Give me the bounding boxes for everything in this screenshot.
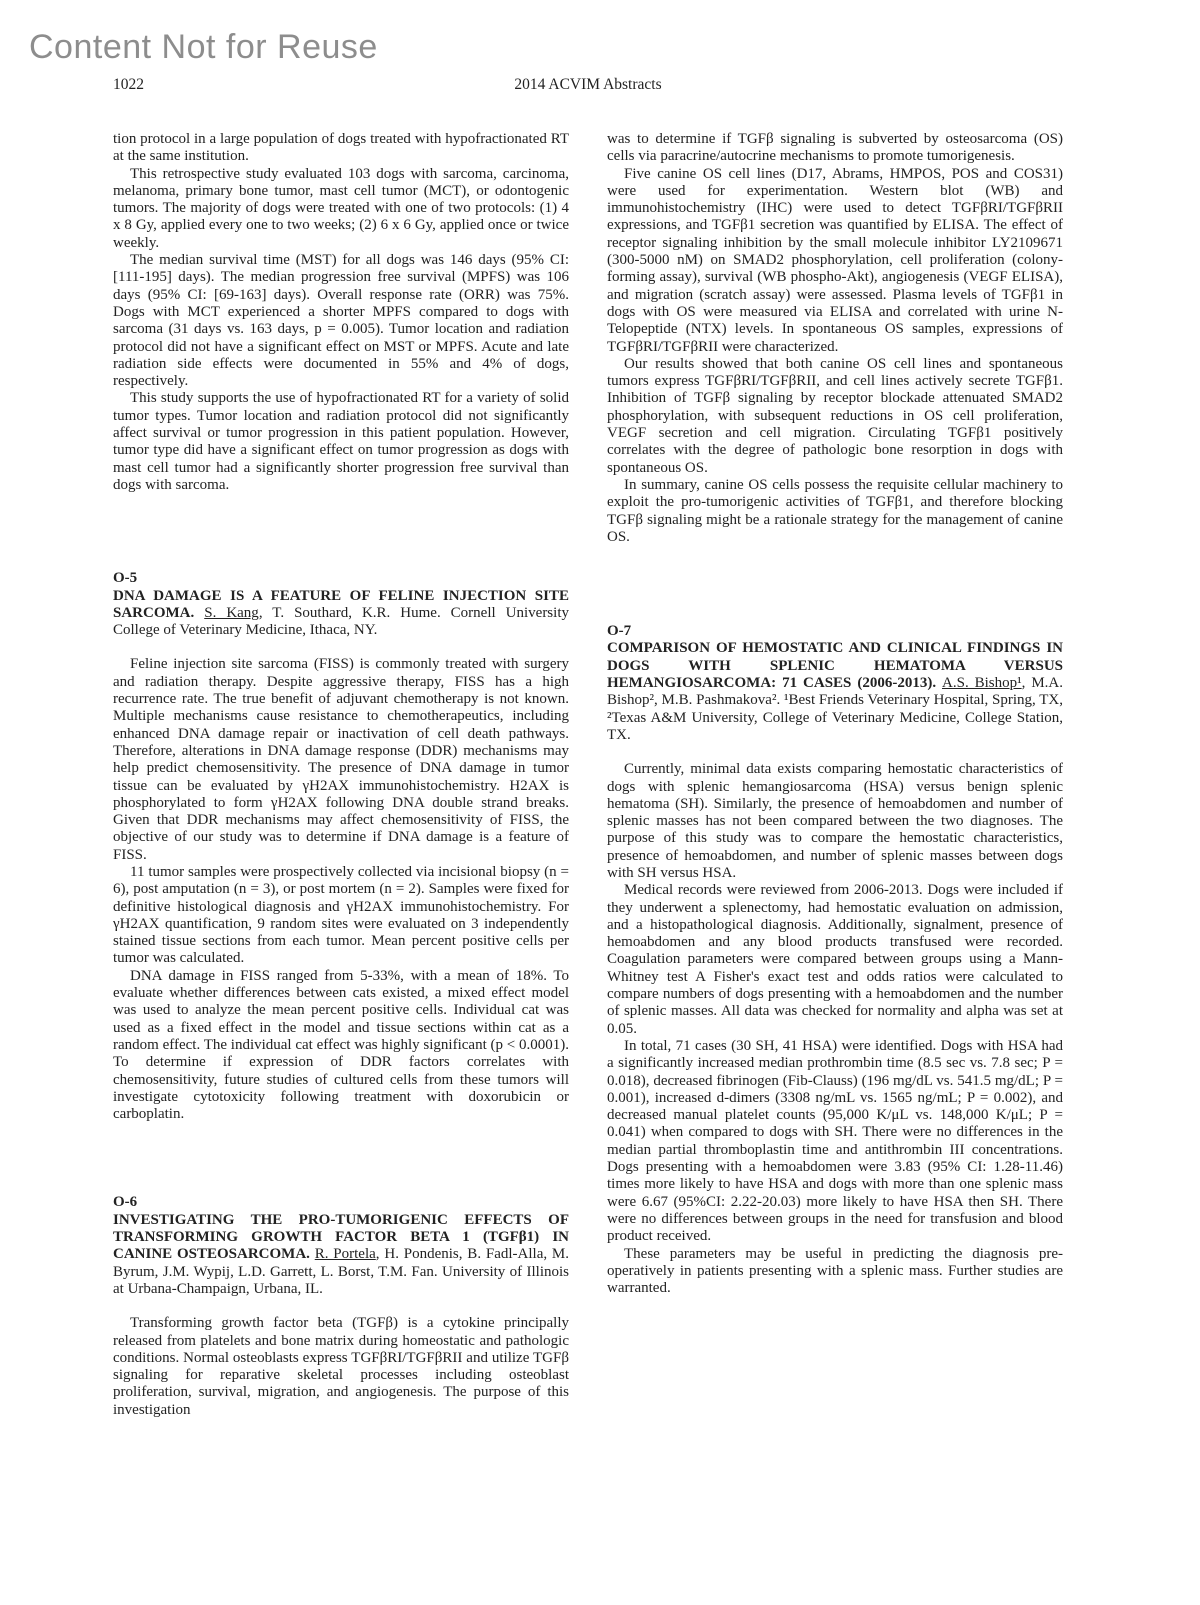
abstract-o5 <box>113 570 569 1123</box>
abstract-heading <box>113 588 569 640</box>
paragraph: Five canine OS cell lines (D17, Abrams, HMPOS, POS and COS31) were used for experimentation. Western blot (WB) and immunohistochemistry (IHC) were used to detect TGFβRI/TGFβRII expressions, and TGFβ1 secretion was quantified by ELISA. The effect of receptor signaling inhibition by the small molecule inhibitor LY2109671 (300-5000 nM) on SMAD2 phosphorylation, cell proliferation (colony-forming assay), survival (WB phospho-Akt), angiogenesis (VEGF ELISA), and migration (scratch assay) were assessed. Plasma levels of TGFβ1 in dogs with OS were measured via ELISA and correlated with urine N-Telopeptide (NTX) levels. In spontaneous OS samples, expressions of TGFβRI/TGFβRII were characterized. <box>607 165 1063 355</box>
left-column <box>113 131 569 1419</box>
abstract-heading <box>607 640 1063 744</box>
page-number: 1022 <box>113 76 144 93</box>
running-title: 2014 ACVIM Abstracts <box>514 76 662 93</box>
abstract-o6 <box>113 1194 569 1419</box>
paragraph: DNA damage in FISS ranged from 5-33%, with a mean of 18%. To evaluate whether differences between cats existed, a mixed effect model was used to analyze the mean percent positive cells. Individual cat was used as a fixed effect in the model and tissue sections within cat as a random effect. The individual cat effect was highly significant (p < 0.0001). To determine if expression of DDR factors correlates with chemosensitivity, future studies of cultured cells from these tumors will investigate cytotoxicity following treatment with doxorubicin or carboplatin. <box>113 967 569 1123</box>
paragraph: 11 tumor samples were prospectively collected via incisional biopsy (n = 6), post amputation (n = 3), or post mortem (n = 2). Samples were fixed for definitive histological diagnosis and γH2AX immunohistochemistry. For γH2AX quantification, 9 random sites were evaluated on 3 independently stained tissue sections from each tumor. Mean percent positive cells per tumor was calculated. <box>113 863 569 967</box>
paragraph: Transforming growth factor beta (TGFβ) is a cytokine principally released from platelets and bone matrix during homeostatic and pathologic conditions. Normal osteoblasts express TGFβRI/TGFβRII and utilize TGFβ signaling for reparative skeletal processes including osteoblast proliferation, survival, migration, and angiogenesis. The purpose of this investigation <box>113 1315 569 1418</box>
abstract-o7 <box>607 623 1063 1297</box>
abstract-code: O-7 <box>607 623 632 640</box>
paragraph: was to determine if TGFβ signaling is subverted by osteosarcoma (OS) cells via paracrine/autocrine mechanisms to promote tumorigenesis. <box>607 131 1063 165</box>
abstract-body <box>113 656 569 1123</box>
paragraph: The median survival time (MST) for all dogs was 146 days (95% CI: [111-195] days). The median progression free survival (MPFS) was 106 days (95% CI: [69-163] days). Overall response rate (ORR) was 75%. Dogs with MCT experienced a shorter MPFS compared to dogs with sarcoma (31 days vs. 163 days, p = 0.005). Tumor location and radiation protocol did not have a significant effect on MST or MPFS. Acute and late radiation side effects were documented in 55% and 4% of dogs, respectively. <box>113 252 569 390</box>
abstract-heading <box>113 1212 569 1298</box>
two-column-body <box>113 131 1063 1419</box>
paragraph: This retrospective study evaluated 103 dogs with sarcoma, carcinoma, melanoma, primary bone tumor, mast cell tumor (MCT), or odontogenic tumors. The majority of dogs were treated with one of two protocols: (1) 4 x 8 Gy, applied every one to two weeks; (2) 6 x 6 Gy, applied once or twice weekly. <box>113 165 569 251</box>
abstract-o6-continuation <box>607 131 1063 546</box>
abstract-body <box>113 1315 569 1419</box>
presenting-author: A.S. Bishop¹ <box>942 675 1022 692</box>
paragraph: Our results showed that both canine OS cell lines and spontaneous tumors express TGFβRI/TGFβRII, and cell lines actively secrete TGFβ1. Inhibition of TGFβ signaling by receptor blockade attenuated SMAD2 phosphorylation, with subsequent reductions in OS cell proliferation, VEGF secretion and cell migration. Circulating TGFβ1 positively correlates with the degree of pathologic bone resorption in dogs with spontaneous OS. <box>607 355 1063 476</box>
paragraph: In total, 71 cases (30 SH, 41 HSA) were identified. Dogs with HSA had a significantly increased median prothrombin time (8.5 sec vs. 7.8 sec; P = 0.018), decreased fibrinogen (Fib-Clauss) (196 mg/dL vs. 541.5 mg/dL; P = 0.001), increased d-dimers (3308 ng/mL vs. 1565 ng/mL; P = 0.002), and decreased manual platelet counts (95,000 K/μL vs. 148,000 K/μL; P = 0.041) when compared to dogs with SH. There were no differences in the median partial thromboplastin time and antithrombin III concentrations. Dogs presenting with a hemoabdomen were 3.83 (95% CI: 1.28-11.46) times more likely to have HSA and dogs with more than one splenic mass were 6.67 (95%CI: 2.22-20.03) more likely to have HSA then SH. There were no differences between groups in the need for transfusion and blood product received. <box>607 1037 1063 1245</box>
paragraph: This study supports the use of hypofractionated RT for a variety of solid tumor types. Tumor location and radiation protocol did not significantly affect survival or tumor progression in this patient population. However, tumor type did have a significant effect on tumor progression as dogs with mast cell tumor had a significantly shorter progression free survival than dogs with sarcoma. <box>113 390 569 493</box>
abstract-authors: , H. Pondenis, B. Fadl-Alla, M. Byrum, J.M. Wypij, L.D. Garrett, L. Borst, T.M. Fan. University of Illinois at Urbana-Champaign, Urbana, IL. <box>113 1246 570 1297</box>
page-header <box>113 76 1063 94</box>
right-column <box>607 131 1063 1419</box>
paragraph: In summary, canine OS cells possess the requisite cellular machinery to exploit the pro-tumorigenic activities of TGFβ1, and therefore blocking TGFβ signaling might be a rationale strategy for the management of canine OS. <box>607 476 1063 545</box>
abstract-title: INVESTIGATING THE PRO-TUMORIGENIC EFFECTS OF TRANSFORMING GROWTH FACTOR BETA 1 (TGFβ1) IN CANINE OSTEOSARCOMA. <box>113 1211 569 1263</box>
presenting-author: R. Portela <box>314 1246 376 1263</box>
abstract-title: DNA DAMAGE IS A FEATURE OF FELINE INJECTION SITE SARCOMA. <box>113 587 569 621</box>
abstract-code: O-5 <box>113 570 138 587</box>
abstract-authors: , T. Southard, K.R. Hume. Cornell University College of Veterinary Medicine, Ithaca, NY. <box>113 604 569 639</box>
watermark-text: Content Not for Reuse <box>29 28 378 66</box>
abstract-body <box>607 761 1063 1297</box>
paragraph: These parameters may be useful in predicting the diagnosis pre-operatively in patients presenting with a splenic mass. Further studies are warranted. <box>607 1245 1063 1297</box>
continued-abstract <box>113 131 569 494</box>
paragraph: Medical records were reviewed from 2006-2013. Dogs were included if they underwent a splenectomy, had hemostatic evaluation on admission, and a histopathological diagnosis. Additionally, signalment, presence of hemoabdomen and any blood products transfused were recorded. Coagulation parameters were compared between groups using a Mann-Whitney test A Fisher's exact test and odds ratios were calculated to compare numbers of dogs presenting with a hemoabdomen and the number of splenic masses. All data was checked for normality and alpha was set at 0.05. <box>607 882 1063 1037</box>
presenting-author: S. Kang <box>204 604 259 621</box>
paragraph: tion protocol in a large population of dogs treated with hypofractionated RT at the same institution. <box>113 131 569 165</box>
paragraph: Currently, minimal data exists comparing hemostatic characteristics of dogs with splenic hemangiosarcoma (HSA) versus benign splenic hematoma (SH). Similarly, the presence of hemoabdomen and number of splenic masses has not been compared between the two diagnoses. The purpose of this study was to compare the hemostatic characteristics, presence of hemoabdomen, and number of splenic masses between dogs with SH versus HSA. <box>607 761 1063 881</box>
abstract-code: O-6 <box>113 1194 138 1211</box>
abstract-title: COMPARISON OF HEMOSTATIC AND CLINICAL FINDINGS IN DOGS WITH SPLENIC HEMATOMA VERSUS HEMANGIOSARCOMA: 71 CASES (2006-2013). <box>607 640 1063 692</box>
paragraph: Feline injection site sarcoma (FISS) is commonly treated with surgery and radiation therapy. Despite aggressive therapy, FISS has a high recurrence rate. The true benefit of adjuvant chemotherapy is not known. Multiple mechanisms cause resistance to chemotherapeutics, including enhanced DNA damage repair or inactivation of cell death pathways. Therefore, alterations in DNA damage response (DDR) mechanisms may help predict chemosensitivity. The presence of DNA damage in tumor tissue can be evaluated by γH2AX immunohistochemistry. H2AX is phosphorylated to form γH2AX following DNA double strand breaks. Given that DDR mechanisms may affect chemosensitivity of FISS, the objective of our study was to determine if DNA damage is a feature of FISS. <box>113 656 569 863</box>
abstract-authors: , M.A. Bishop², M.B. Pashmakova². ¹Best Friends Veterinary Hospital, Spring, TX, ²Texas A&M University, College of Veterinary Medicine, College Station, TX. <box>607 675 1064 743</box>
